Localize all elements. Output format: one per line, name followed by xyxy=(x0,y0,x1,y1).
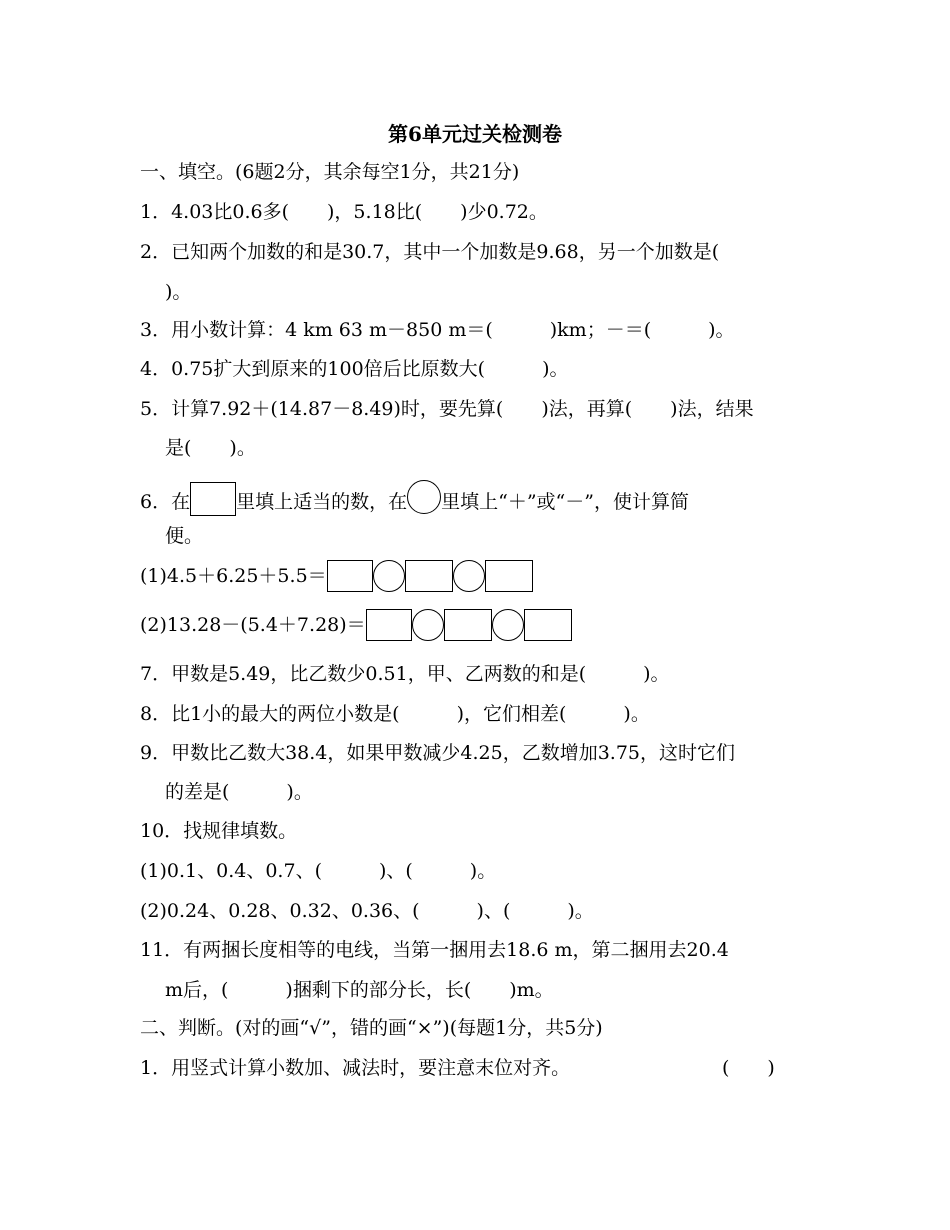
operator-circle xyxy=(407,480,441,514)
question-6-part2-text: (2)13.28－(5.4＋7.28)＝ xyxy=(140,614,366,636)
answer-box xyxy=(327,560,373,592)
answer-box xyxy=(485,560,533,592)
question-6-line2: 便。 xyxy=(165,525,204,547)
operator-circle xyxy=(373,560,405,592)
question-7: 7．甲数是5.49，比乙数少0.51，甲、乙两数的和是( )。 xyxy=(140,663,670,685)
question-1: 1．4.03比0.6多( )，5.18比( )少0.72。 xyxy=(140,201,548,223)
question-9-line2: 的差是( )。 xyxy=(165,781,313,803)
question-6-middle: 里填上适当的数，在 xyxy=(236,491,408,513)
question-6-part2 xyxy=(140,609,572,641)
judgement-answer-paren: ( ) xyxy=(722,1057,775,1079)
answer-box xyxy=(190,482,236,516)
question-2-line1: 2．已知两个加数的和是30.7，其中一个加数是9.68，另一个加数是( xyxy=(140,241,720,263)
question-6-suffix: 里填上“＋”或“－”，使计算简 xyxy=(441,491,689,513)
page-title: 第6单元过关检测卷 xyxy=(388,122,562,146)
question-11-line1: 11．有两捆长度相等的电线，当第一捆用去18.6 m，第二捆用去20.4 xyxy=(140,939,729,961)
question-6-prefix: 6．在 xyxy=(140,491,191,513)
answer-box xyxy=(524,609,572,641)
question-5-line1: 5．计算7.92＋(14.87－8.49)时，要先算( )法，再算( )法，结果 xyxy=(140,398,754,420)
operator-circle xyxy=(453,560,485,592)
section1-heading: 一、填空。(6题2分，其余每空1分，共21分) xyxy=(140,161,520,183)
question-4: 4．0.75扩大到原来的100倍后比原数大( )。 xyxy=(140,358,569,380)
answer-box xyxy=(405,560,453,592)
operator-circle xyxy=(492,609,524,641)
answer-box xyxy=(444,609,492,641)
question-10: 10．找规律填数。 xyxy=(140,820,298,842)
question-9-line1: 9．甲数比乙数大38.4，如果甲数减少4.25，乙数增加3.75，这时它们 xyxy=(140,742,736,764)
question-8: 8．比1小的最大的两位小数是( )，它们相差( )。 xyxy=(140,703,650,725)
question-5-line2: 是( )。 xyxy=(165,437,256,459)
question-6-part1 xyxy=(140,560,533,592)
question-11-line2: m后，( )捆剩下的部分长，长( )m。 xyxy=(165,979,554,1001)
question-10-part1: (1)0.1、0.4、0.7、( )、( )。 xyxy=(140,860,497,882)
judgement-question-1: 1．用竖式计算小数加、减法时，要注意末位对齐。 xyxy=(140,1057,571,1079)
question-6-part1-text: (1)4.5＋6.25＋5.5＝ xyxy=(140,565,327,587)
answer-box xyxy=(366,609,412,641)
question-2-line2: )。 xyxy=(165,281,192,303)
section2-heading: 二、判断。(对的画“√”，错的画“×”)(每题1分，共5分) xyxy=(140,1017,603,1039)
question-3: 3．用小数计算：4 km 63 m－850 m＝( )km；－＝( )。 xyxy=(140,319,735,341)
question-6-line1 xyxy=(140,480,689,516)
question-10-part2: (2)0.24、0.28、0.32、0.36、( )、( )。 xyxy=(140,900,594,922)
operator-circle xyxy=(412,609,444,641)
